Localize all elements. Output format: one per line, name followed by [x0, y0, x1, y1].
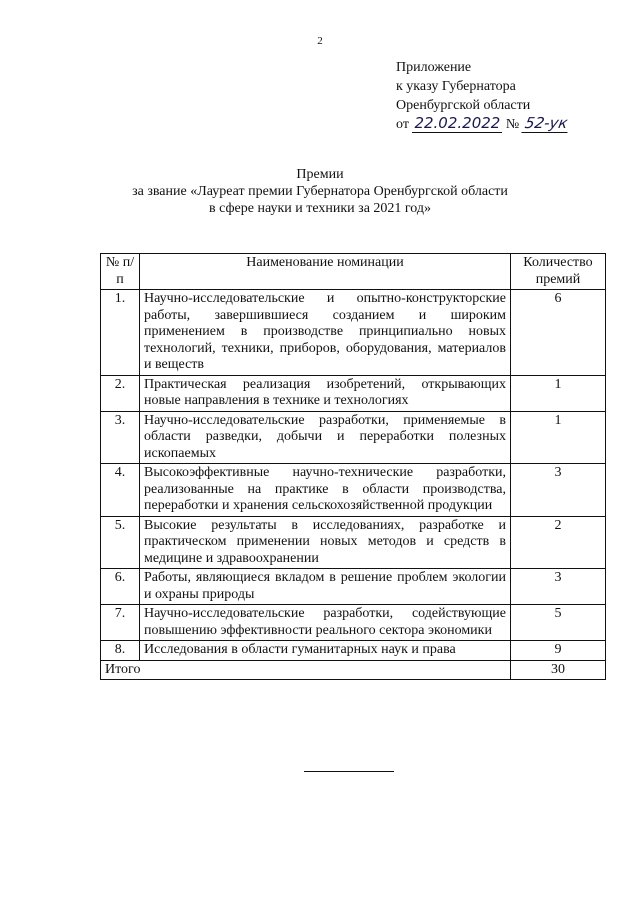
table-row	[101, 569, 606, 605]
row-count: 9	[511, 641, 606, 661]
row-number: 6.	[101, 569, 140, 605]
row-count: 6	[511, 290, 606, 376]
total-value: 30	[511, 660, 606, 680]
row-count: 1	[511, 411, 606, 464]
number-prefix: №	[505, 117, 520, 132]
table-row	[101, 375, 606, 411]
page-number: 2	[317, 35, 323, 47]
row-count: 2	[511, 516, 606, 569]
table-total-row	[101, 660, 606, 680]
document-heading	[0, 166, 640, 217]
row-count: 5	[511, 605, 606, 641]
row-nomination: Практическая реализация изобретений, открывающих новые направления в технике и технологиях	[140, 375, 511, 411]
table-row	[101, 605, 606, 641]
row-number: 5.	[101, 516, 140, 569]
heading-subtitle-1: за звание «Лауреат премии Губернатора Оренбургской области	[132, 184, 508, 199]
row-number: 2.	[101, 375, 140, 411]
handwritten-date: 22.02.2022	[414, 114, 501, 132]
row-nomination: Работы, являющиеся вкладом в решение проблем экологии и охраны природы	[140, 569, 511, 605]
table-row	[101, 411, 606, 464]
table-row	[101, 290, 606, 376]
row-nomination: Научно-исследовательские разработки, содействующие повышению эффективности реального сектора экономики	[140, 605, 511, 641]
row-number: 4.	[101, 464, 140, 517]
total-label: Итого	[101, 660, 511, 680]
row-number: 8.	[101, 641, 140, 661]
row-count: 1	[511, 375, 606, 411]
row-number: 7.	[101, 605, 140, 641]
appendix-region: Оренбургской области	[396, 98, 531, 113]
row-nomination: Научно-исследовательские разработки, применяемые в области разведки, добычи и переработки полезных ископаемых	[140, 411, 511, 464]
date-prefix: от	[396, 117, 409, 132]
row-count: 3	[511, 569, 606, 605]
row-number: 1.	[101, 290, 140, 376]
header-number: № п/п	[101, 254, 140, 290]
row-nomination: Научно-исследовательские и опытно-конструкторские работы, завершившиеся созданием и широким применением в производстве принципиально новых технологий, техники, приборов, оборудования, материалов и веществ	[140, 290, 511, 376]
table-row	[101, 641, 606, 661]
row-count: 3	[511, 464, 606, 517]
heading-subtitle-2: в сфере науки и техники за 2021 год»	[208, 201, 432, 216]
appendix-decree: к указу Губернатора	[396, 79, 516, 94]
header-nomination: Наименование номинации	[140, 254, 511, 290]
heading-title: Премии	[296, 167, 344, 182]
appendix-date-line	[396, 115, 569, 134]
appendix-title: Приложение	[396, 60, 472, 75]
table-header-row	[101, 254, 606, 290]
closing-divider	[304, 771, 394, 772]
row-number: 3.	[101, 411, 140, 464]
row-nomination: Высокоэффективные научно-технические разработки, реализованные на практике в области производства, переработки и хранения сельскохозяйственной продукции	[140, 464, 511, 517]
header-count: Количество премий	[511, 254, 606, 290]
row-nomination: Высокие результаты в исследованиях, разработке и практическом применении новых методов и средств в медицине и здравоохранении	[140, 516, 511, 569]
table-row	[101, 464, 606, 517]
table-row	[101, 516, 606, 569]
handwritten-number: 52-ук	[521, 115, 571, 133]
row-nomination: Исследования в области гуманитарных наук и права	[140, 641, 511, 661]
awards-table	[100, 253, 606, 680]
appendix-block	[396, 58, 569, 134]
